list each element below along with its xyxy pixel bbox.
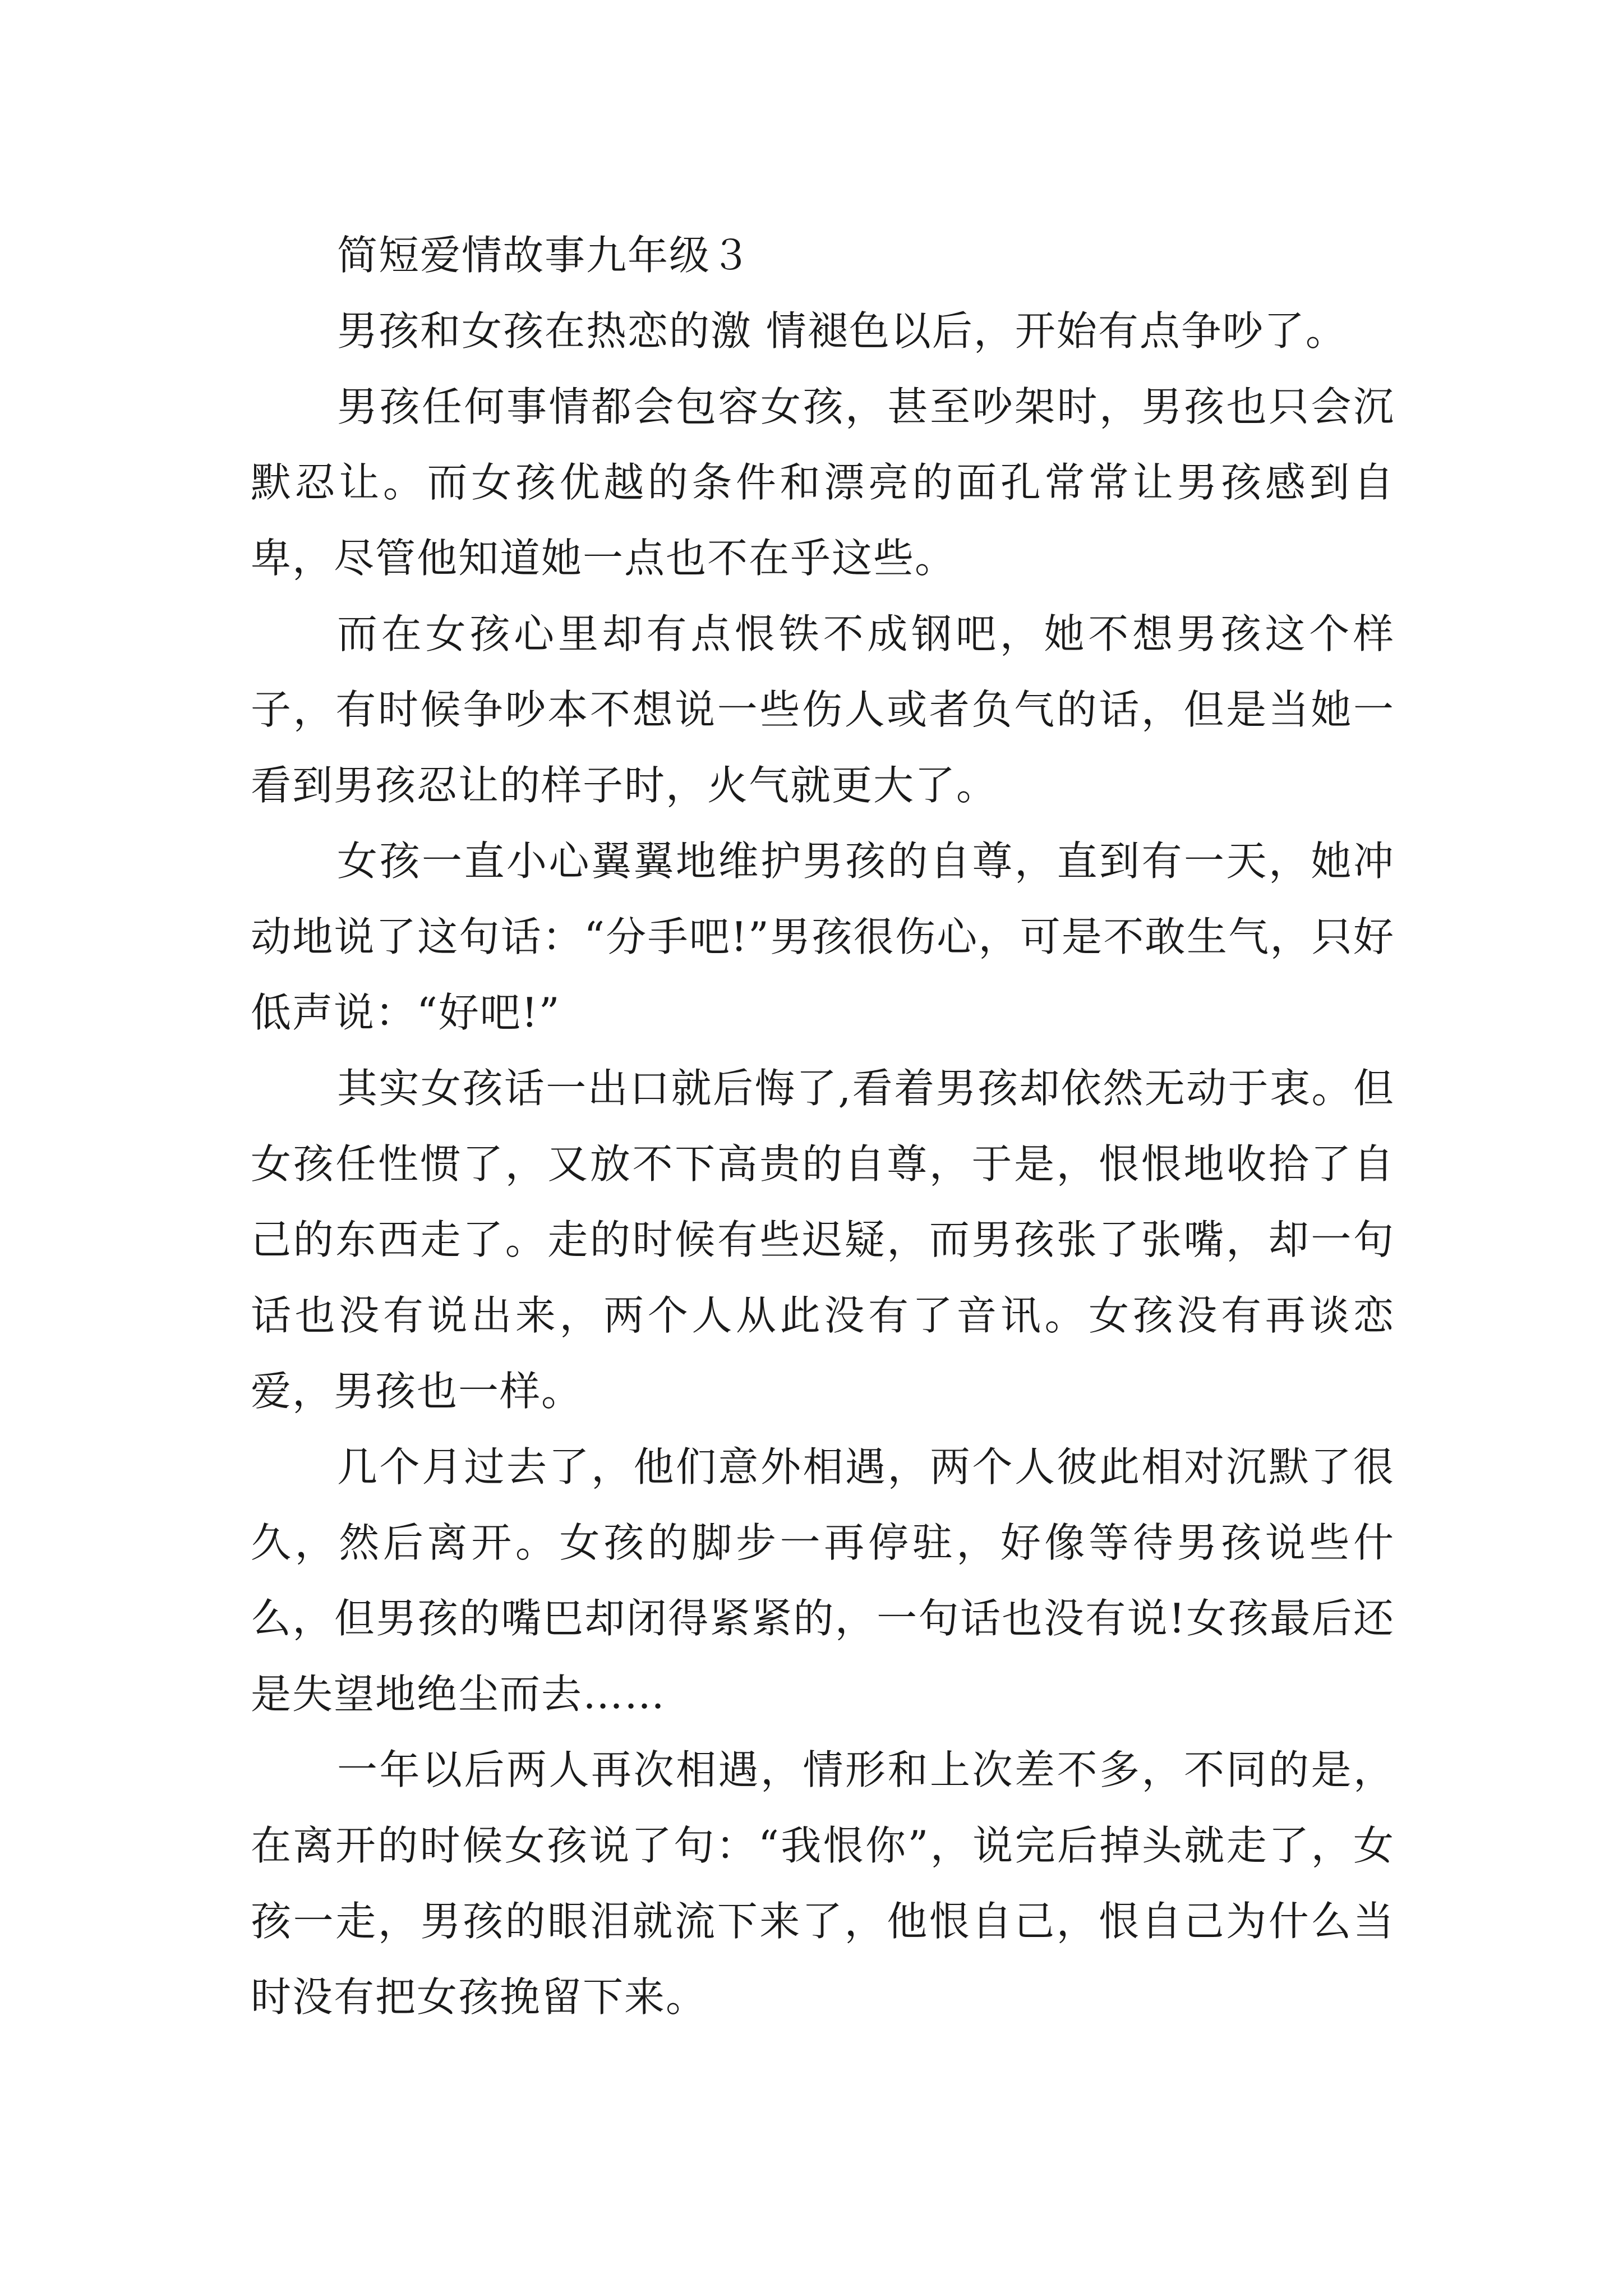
paragraph-6: 几个月过去了，他们意外相遇，两个人彼此相对沉默了很久，然后离开。女孩的脚步一再停驻，好像等待男孩说些什么，但男孩的嘴巴却闭得紧紧的，一句话也没有说!女孩最后还是失望地绝尘而去…… (251, 1443, 1395, 1718)
paragraph-3: 而在女孩心里却有点恨铁不成钢吧，她不想男孩这个样子，有时候争吵本不想说一些伤人或者负气的话，但是当她一看到男孩忍让的样子时，火气就更大了。 (251, 610, 1395, 809)
paragraph-2: 男孩任何事情都会包容女孩，甚至吵架时，男孩也只会沉默忍让。而女孩优越的条件和漂亮的面孔常常让男孩感到自卑，尽管他知道她一点也不在乎这些。 (251, 383, 1395, 582)
document-body (251, 218, 1395, 2035)
story-title: 简短爱情故事九年级３ (337, 232, 753, 279)
paragraph-5: 其实女孩话一出口就后悔了,看着男孩却依然无动于衷。但女孩任性惯了，又放不下高贵的自尊，于是，恨恨地收拾了自己的东西走了。走的时候有些迟疑，而男孩张了张嘴，却一句话也没有说出来，两个人从此没有了音讯。女孩没有再谈恋爱，男孩也一样。 (251, 1065, 1395, 1415)
paragraph-7: 一年以后两人再次相遇，情形和上次差不多，不同的是，在离开的时候女孩说了句：“我恨你”，说完后掉头就走了，女孩一走，男孩的眼泪就流下来了，他恨自己，恨自己为什么当时没有把女孩挽留下来。 (251, 1746, 1395, 2021)
paragraph-1: 男孩和女孩在热恋的激 情褪色以后，开始有点争吵了。 (337, 307, 1347, 355)
paragraph-4: 女孩一直小心翼翼地维护男孩的自尊，直到有一天，她冲动地说了这句话：“分手吧!”男孩很伤心，可是不敢生气，只好低声说：“好吧!” (251, 838, 1395, 1036)
